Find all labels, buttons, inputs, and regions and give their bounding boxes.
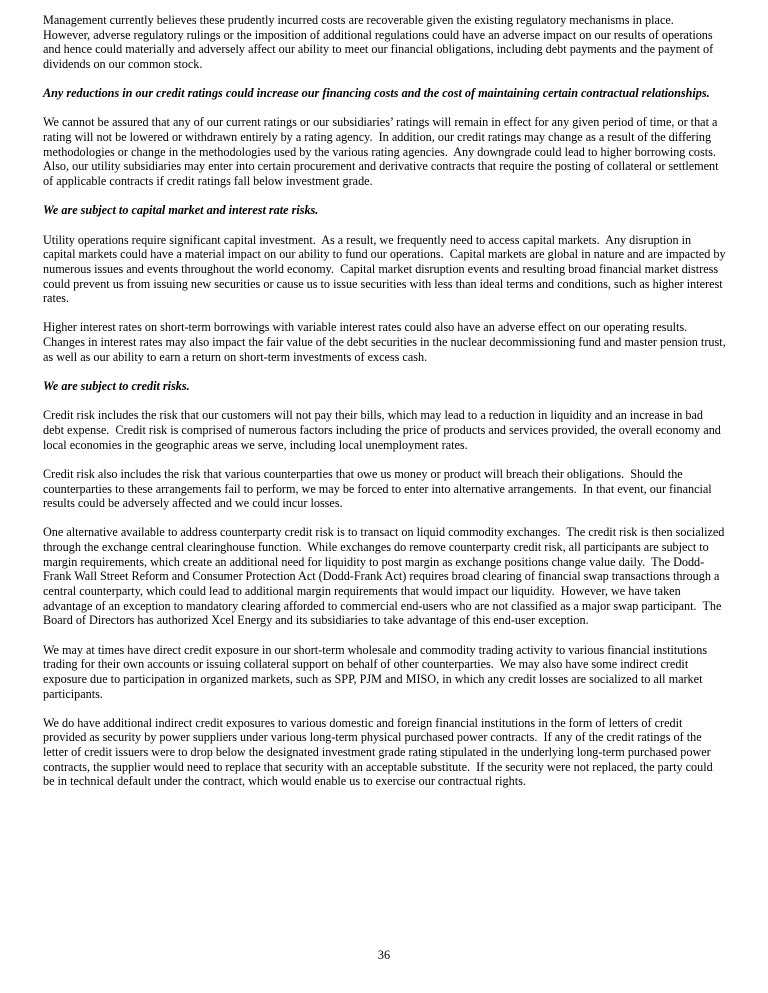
paragraph: Utility operations require significant capital investment. As a result, we frequently need to access capital markets. Any disruption in capital markets could have a material impact on our ability to fund our operations. Capital markets are global in nature and are impacted by numerous issues and events throughout the world economy. Capital market disruption events and resulting broad financial market distress could prevent us from issuing new securities or cause us to issue securities with less than ideal terms and conditions, such as higher interest rates. bbox=[43, 232, 729, 306]
risk-factor-heading-credit-risks: We are subject to credit risks. bbox=[43, 379, 190, 394]
page-number: 36 bbox=[377, 948, 391, 962]
risk-factor-heading-capital-market: We are subject to capital market and interest rate risks. bbox=[43, 203, 319, 218]
paragraph: Higher interest rates on short-term borrowings with variable interest rates could also have an adverse effect on our operating results. Changes in interest rates may also impact the fair value of the debt securities in the nuclear decommissioning fund and master pension trust, as well as our ability to earn a return on short-term investments of excess cash. bbox=[43, 320, 729, 364]
paragraph: We cannot be assured that any of our current ratings or our subsidiaries’ ratings will remain in effect for any given period of time, or that a rating will not be lowered or withdrawn entirely by a rating agency. In addition, our credit ratings may change as a result of the differing methodologies or change in the methodologies used by the various rating agencies. Any downgrade could lead to higher borrowing costs. Also, our utility subsidiaries may enter into certain procurement and derivative contracts that require the posting of collateral or settlement of applicable contracts if credit ratings fall below investment grade. bbox=[43, 115, 722, 189]
paragraph: Credit risk also includes the risk that various counterparties that owe us money or product will breach their obligations. Should the counterparties to these arrangements fail to perform, we may be forced to enter into alternative arrangements. In that event, our financial results could be adversely affected and we could incur losses. bbox=[43, 466, 715, 511]
document-body bbox=[43, 13, 729, 804]
paragraph: One alternative available to address counterparty credit risk is to transact on liquid commodity exchanges. The credit risk is then socialized through the exchange central clearinghouse function. While exchanges do remove counterparty credit risk, all participants are subject to margin requirements, which create an additional need for liquidity to post margin as exchange positions change value daily. The Dodd-Frank Wall Street Reform and Consumer Protection Act (Dodd-Frank Act) requires broad clearing of financial swap transactions through a central counterparty, which could lead to additional margin requirements that would impact our liquidity. However, we have taken advantage of an exception to mandatory clearing afforded to commercial end-users who are not classified as a major swap participant. The Board of Directors has authorized Xcel Energy and its subsidiaries to take advantage of this end-user exception. bbox=[43, 525, 728, 628]
paragraph: Credit risk includes the risk that our customers will not pay their bills, which may lead to a reduction in liquidity and an increase in bad debt expense. Credit risk is comprised of numerous factors including the price of products and services provided, the overall economy and local economies in the geographic areas we serve, including local unemployment rates. bbox=[43, 408, 724, 452]
risk-factor-heading-credit-ratings: Any reductions in our credit ratings could increase our financing costs and the cost of maintaining certain contractual relationships. bbox=[43, 86, 710, 101]
paragraph: We may at times have direct credit exposure in our short-term wholesale and commodity trading activity to various financial institutions trading for their own accounts or issuing collateral support on behalf of other counterparties. We may also have some indirect credit exposure due to participation in organized markets, such as SPP, PJM and MISO, in which any credit losses are socialized to all market participants. bbox=[43, 642, 711, 701]
paragraph: We do have additional indirect credit exposures to various domestic and foreign financial institutions in the form of letters of credit provided as security by power suppliers under various long-term physical purchased power contracts. If any of the credit ratings of the letter of credit issuers were to drop below the designated investment grade rating stipulated in the underlying long-term purchased power contracts, the supplier would need to replace that security with an acceptable substitute. If the security were not replaced, the party could be in technical default under the contract, which would enable us to exercise our contractual rights. bbox=[43, 715, 716, 789]
paragraph: Management currently believes these prudently incurred costs are recoverable given the existing regulatory mechanisms in place. However, adverse regulatory rulings or the imposition of additional regulations could have an adverse impact on our results of operations and hence could materially and adversely affect our ability to meet our financial obligations, including debt payments and the payment of dividends on our common stock. bbox=[43, 13, 717, 71]
